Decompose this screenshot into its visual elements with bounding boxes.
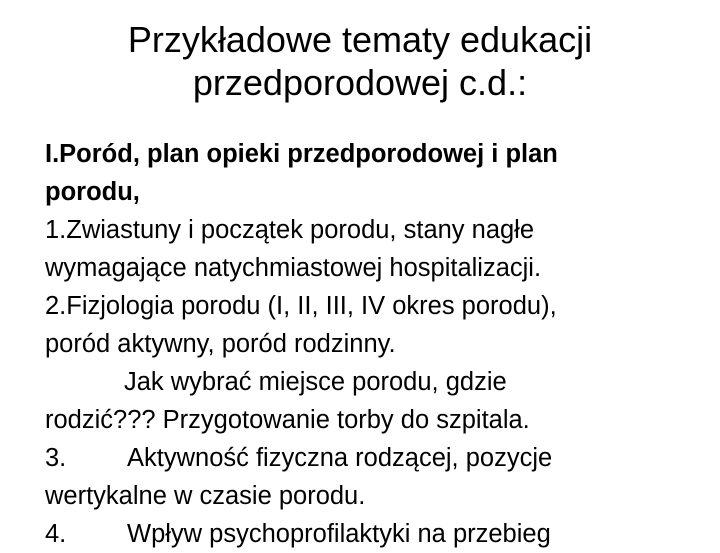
item-2-line-4: rodzić??? Przygotowanie torby do szpitala. (45, 406, 530, 434)
item-2-line-1: 2.Fizjologia porodu (I, II, III, IV okres porodu), (45, 292, 557, 320)
item-4-line-1 (45, 515, 705, 553)
item-4-number: 4. (45, 520, 67, 548)
item-1-line-2: wymagające natychmiastowej hospitalizacji. (45, 254, 542, 282)
item-3-number: 3. (45, 444, 67, 472)
item-2-line-3: Jak wybrać miejsce porodu, gdzie (124, 368, 507, 396)
item-3-line-1 (45, 439, 705, 477)
title-line-1: Przykładowe tematy edukacji (127, 19, 593, 60)
title-line-2: przedporodowej c.d.: (192, 62, 528, 103)
section-heading-line-1: I.Poród, plan opieki przedporodowej i plan (45, 140, 558, 168)
item-1-line-1: 1.Zwiastuny i początek porodu, stany nagłe (45, 216, 535, 244)
slide-body (45, 135, 705, 553)
item-4-text: Wpływ psychoprofilaktyki na przebieg (127, 520, 551, 548)
item-3-line-2: wertykalne w czasie porodu. (45, 482, 366, 510)
section-heading-line-2: porodu, (45, 178, 140, 206)
item-3-text: Aktywność fizyczna rodzącej, pozycje (127, 444, 553, 472)
item-2-line-2: poród aktywny, poród rodzinny. (45, 330, 396, 358)
slide-title (0, 18, 720, 104)
